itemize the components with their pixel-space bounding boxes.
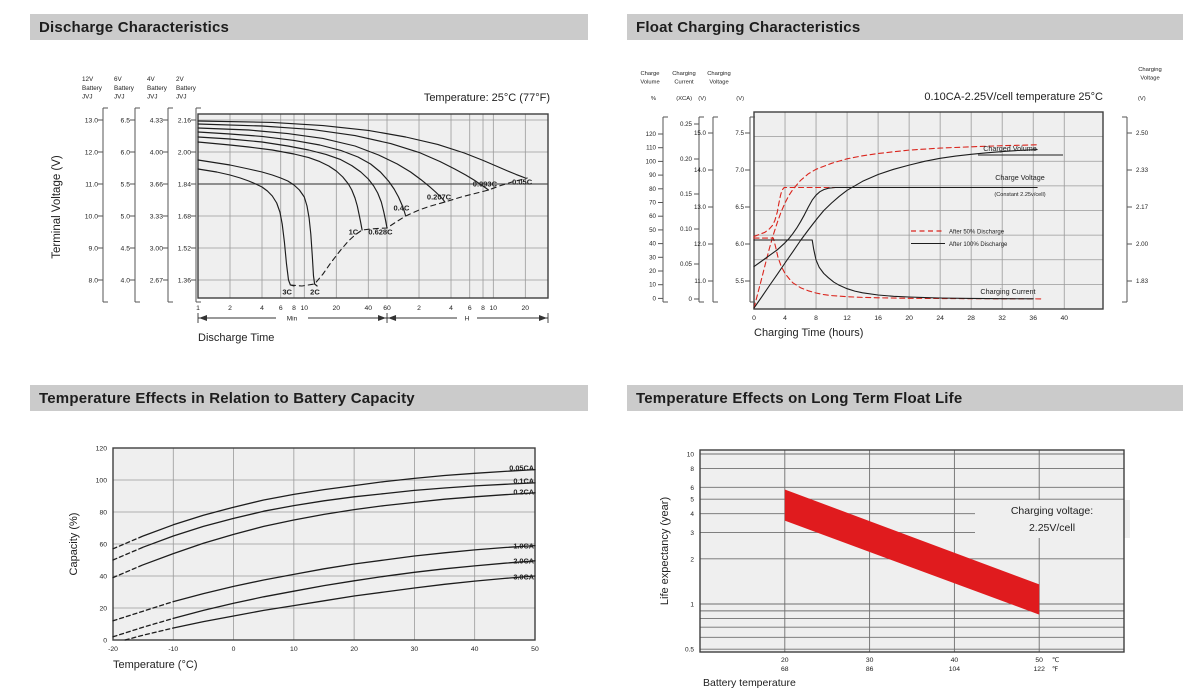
scale-tick: 5.5: [120, 181, 130, 189]
x-tick: 8: [292, 305, 296, 312]
x-tick: 40: [364, 305, 373, 312]
temp-capacity-chart: [30, 420, 600, 682]
time-unit-dimension-line: [198, 312, 548, 324]
unit-label-fahrenheit: ℉: [1052, 666, 1059, 673]
y-tick: 10: [686, 451, 694, 459]
x-axis-label: Charging Time (hours): [754, 327, 864, 339]
scale-tick: 4.5: [120, 245, 130, 253]
x-tick: 2: [417, 305, 421, 312]
section-header-float-life: [627, 385, 1183, 411]
axis-header: Volume: [640, 79, 660, 86]
x-tick: 40: [1060, 315, 1069, 322]
x-tick: 50: [531, 646, 539, 653]
x-tick: 20: [905, 315, 913, 322]
charging-voltage-note: Charging voltage:: [1010, 505, 1094, 517]
x-tick-celsius: 50: [1035, 657, 1043, 664]
x-tick: 2: [228, 305, 232, 312]
scale-tick: 8.0: [88, 277, 98, 285]
axis-tick: 100: [645, 158, 656, 166]
x-tick: 40: [470, 646, 479, 653]
section-title-float-charging: Float Charging Characteristics: [636, 18, 861, 36]
scale-header: Battery: [82, 84, 102, 92]
float-charging-chart: [620, 44, 1186, 344]
scale-tick: 11.0: [85, 181, 98, 189]
scale-tick: 1.36: [177, 277, 191, 285]
y-tick: 5: [690, 496, 694, 504]
scale-tick: 2.16: [177, 117, 191, 125]
y-tick: 120: [95, 445, 107, 453]
axis-bracket: [658, 117, 668, 302]
axis-tick: 6.5: [735, 204, 744, 211]
x-tick: 10: [300, 305, 309, 312]
x-axis-label: Temperature (°C): [113, 659, 198, 671]
temperature-note: Temperature: 25°C (77°F): [423, 92, 550, 104]
axis-unit: (V): [698, 96, 706, 102]
y-tick: 1: [690, 601, 694, 609]
x-tick: 8: [481, 305, 485, 312]
x-tick: 10: [489, 305, 498, 312]
axis-bracket: [130, 108, 140, 302]
axis-header: Voltage: [1140, 75, 1160, 82]
x-tick: 4: [783, 315, 787, 322]
scale-header: JVJ: [82, 93, 93, 101]
rate-label-3.0CA: 3.0CA: [513, 572, 534, 582]
axis-tick: 10: [649, 281, 656, 289]
axis-unit: (V): [1138, 96, 1146, 102]
x-tick: 20: [521, 305, 530, 312]
x-tick-celsius: 40: [950, 657, 959, 664]
scale-tick: 4.33: [149, 117, 163, 125]
scale-tick: 10.0: [84, 213, 98, 221]
charging-voltage-note: 2.25V/cell: [1028, 522, 1076, 534]
in-plot-label: Charged Volume: [983, 144, 1037, 153]
x-tick: 4: [449, 305, 453, 312]
axis-tick: 80: [649, 185, 656, 193]
rate-label-2C: 2C: [310, 287, 320, 297]
axis-tick: 0: [652, 295, 656, 303]
axis-tick: 2.50: [1136, 130, 1149, 137]
scale-tick: 1.68: [177, 213, 191, 221]
y-tick: 2: [690, 556, 694, 564]
axis-tick: 50: [649, 226, 656, 234]
x-tick: 12: [843, 315, 851, 322]
y-tick: 4: [690, 511, 694, 519]
axis-unit: (XCA): [676, 96, 692, 102]
section-header-temp-capacity: [30, 385, 588, 411]
x-tick-celsius: 30: [865, 657, 874, 664]
axis-tick: 14.0: [693, 167, 706, 174]
scale-tick: 4.0: [120, 277, 130, 285]
axis-tick: 15.0: [693, 130, 706, 137]
axis-tick: 20: [649, 268, 656, 275]
segment-label-h: H: [464, 315, 470, 323]
plot-area: [198, 114, 548, 298]
axis-bracket: [98, 108, 108, 302]
discharge-characteristics-chart: [30, 44, 600, 354]
axis-header: Charging: [1138, 67, 1162, 73]
rate-label-0.207C: 0.207C: [426, 192, 452, 202]
in-plot-label: Charge Voltage: [995, 173, 1045, 182]
y-axis-label: Capacity (%): [68, 512, 80, 576]
y-tick: 80: [99, 509, 107, 517]
x-tick: 36: [1029, 315, 1037, 322]
y-tick: 100: [95, 477, 107, 485]
axis-tick: 0.20: [679, 156, 692, 163]
y-tick: 60: [99, 541, 107, 549]
x-tick: 0: [752, 315, 756, 322]
axis-tick: 70: [649, 199, 656, 207]
x-tick: 20: [332, 305, 341, 312]
axis-tick: 0: [688, 296, 692, 303]
scale-tick: 1.52: [177, 245, 191, 253]
scale-header: Battery: [114, 84, 134, 92]
axis-bracket: [708, 117, 718, 302]
axis-tick: 40: [649, 240, 656, 248]
axis-unit: %: [650, 96, 656, 102]
axis-tick: 12.0: [693, 241, 706, 248]
legend-label-100: After 100% Discharge: [949, 242, 1008, 248]
rate-label-0.05C: 0.05C: [512, 177, 533, 187]
axis-header: Charge: [640, 71, 660, 77]
section-title-float-life: Temperature Effects on Long Term Float Life: [636, 389, 963, 407]
scale-header: JVJ: [114, 93, 125, 101]
x-tick: 60: [383, 305, 391, 312]
section-title-temp-capacity: Temperature Effects in Relation to Battery Capacity: [39, 389, 415, 407]
rate-label-3C: 3C: [282, 287, 292, 297]
axis-header: Charging: [707, 71, 731, 77]
rate-label-0.093C: 0.093C: [472, 179, 497, 189]
axis-header: Current: [674, 79, 694, 86]
x-tick-fahrenheit: 104: [948, 666, 961, 673]
x-tick: 20: [350, 646, 358, 653]
x-tick-fahrenheit: 86: [865, 666, 874, 673]
axis-tick: 7.5: [735, 130, 744, 137]
axis-tick: 11.0: [694, 278, 706, 285]
y-tick: 8: [690, 466, 694, 474]
x-tick-fahrenheit: 68: [781, 666, 789, 673]
axis-tick: 7.0: [735, 167, 744, 174]
x-tick: -20: [108, 646, 118, 653]
section-title-discharge: Discharge Characteristics: [39, 18, 230, 36]
y-tick: 3: [690, 529, 694, 537]
scale-header: 12V: [82, 76, 94, 83]
scale-tick: 3.00: [149, 245, 163, 253]
x-tick: 28: [967, 315, 975, 322]
x-tick: 1: [196, 305, 200, 312]
axis-tick: 90: [649, 172, 656, 180]
axis-tick: 0.10: [679, 226, 692, 233]
rate-label-2.0CA: 2.0CA: [513, 556, 534, 566]
axis-tick: 5.5: [735, 278, 744, 285]
scale-tick: 9.0: [88, 245, 98, 253]
axis-tick: 2.00: [1136, 241, 1149, 248]
scale-tick: 3.66: [149, 181, 163, 189]
x-tick: 10: [290, 646, 298, 653]
axis-tick: 2.17: [1136, 204, 1149, 211]
y-tick: 40: [99, 573, 107, 581]
y-tick: 0: [103, 637, 107, 645]
float-life-chart: [620, 420, 1186, 692]
x-tick: 6: [278, 305, 283, 312]
x-tick-celsius: 20: [781, 657, 789, 664]
axis-bracket: [1122, 117, 1132, 302]
x-axis-label: Battery temperature: [703, 677, 796, 689]
y-tick: 0.5: [684, 646, 694, 654]
rate-label-0.1CA: 0.1CA: [513, 476, 534, 486]
y-tick: 20: [99, 605, 107, 613]
in-plot-label: (Constant 2.25v/cell): [994, 192, 1046, 198]
axis-tick: 60: [649, 213, 656, 221]
x-axis-label: Discharge Time: [198, 332, 275, 344]
axis-bracket: [163, 108, 173, 302]
scale-header: 2V: [176, 76, 184, 83]
scale-tick: 2.67: [149, 277, 163, 285]
axis-header: Voltage: [709, 79, 729, 86]
scale-header: 6V: [114, 76, 122, 83]
rate-label-0.628C: 0.628C: [368, 227, 393, 237]
y-axis-label: Life expectancy (year): [659, 496, 671, 606]
x-tick: -10: [168, 646, 179, 653]
rate-label-0.4C: 0.4C: [393, 203, 410, 213]
x-tick: 32: [998, 315, 1006, 322]
in-plot-label: Charging Current: [980, 287, 1036, 296]
axis-tick: 120: [645, 131, 656, 138]
scale-tick: 3.33: [149, 213, 163, 221]
rate-label-1C: 1C: [348, 227, 359, 237]
segment-label-min: Min: [286, 315, 298, 323]
axis-tick: 0.25: [679, 121, 692, 128]
axis-tick: 6.0: [735, 241, 744, 248]
x-tick: 24: [936, 315, 944, 322]
x-tick-fahrenheit: 122: [1033, 666, 1045, 673]
scale-header: 4V: [147, 76, 155, 83]
scale-header: JVJ: [147, 93, 158, 101]
x-tick: 6: [467, 305, 472, 312]
x-tick: 0: [231, 646, 236, 653]
x-tick: 4: [260, 305, 264, 312]
scale-tick: 6.0: [120, 149, 130, 157]
axis-unit: (V): [736, 96, 744, 102]
scale-header: Battery: [147, 84, 167, 92]
scale-tick: 4.00: [149, 149, 163, 157]
x-tick: 16: [874, 315, 882, 322]
rate-label-0.05CA: 0.05CA: [509, 463, 534, 473]
scale-header: JVJ: [176, 93, 187, 101]
scale-tick: 13.0: [84, 117, 98, 125]
axis-tick: 0.05: [679, 261, 692, 268]
scale-tick: 2.00: [177, 149, 191, 157]
legend-label-50: After 50% Discharge: [949, 229, 1005, 236]
axis-tick: 30: [649, 254, 656, 262]
axis-header: Charging: [672, 71, 696, 77]
scale-tick: 5.0: [120, 213, 130, 221]
x-tick: 30: [410, 646, 419, 653]
scale-tick: 1.84: [177, 181, 191, 189]
unit-label-celsius: ℃: [1052, 657, 1060, 664]
y-tick: 6: [690, 484, 694, 492]
scale-header: Battery: [176, 84, 196, 92]
scale-tick: 6.5: [120, 117, 130, 125]
charge-condition-note: 0.10CA-2.25V/cell temperature 25°C: [924, 91, 1103, 103]
y-axis-label: Terminal Voltage (V): [51, 155, 63, 259]
section-header-float-charging: [627, 14, 1183, 40]
scale-tick: 12.0: [84, 149, 98, 157]
axis-tick: 110: [646, 144, 656, 152]
axis-tick: 0.15: [679, 191, 692, 198]
section-header-discharge: [30, 14, 588, 40]
axis-tick: 13.0: [693, 204, 706, 211]
x-tick: 8: [814, 315, 818, 322]
rate-label-1.0CA: 1.0CA: [513, 541, 534, 551]
axis-tick: 1.83: [1136, 278, 1149, 285]
rate-label-0.2CA: 0.2CA: [513, 487, 534, 497]
axis-tick: 2.33: [1136, 167, 1149, 174]
